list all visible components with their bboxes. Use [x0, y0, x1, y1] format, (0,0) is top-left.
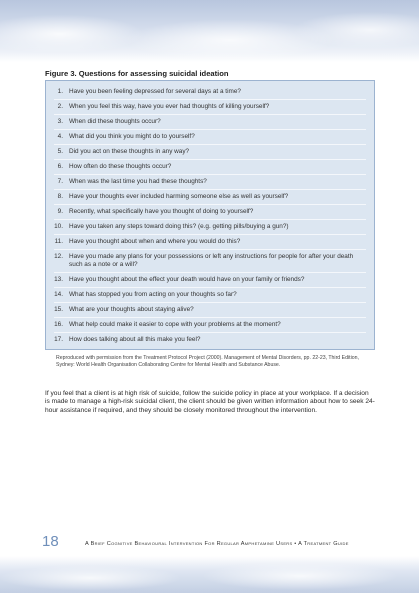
question-number: 3. [57, 118, 63, 125]
question-text: Have you been feeling depressed for several days at a time? [69, 88, 241, 95]
question-text: How does talking about all this make you feel? [69, 336, 201, 343]
question-divider [54, 219, 366, 220]
question-text: What did you think you might do to yourself? [69, 133, 195, 140]
questions-box [45, 80, 375, 350]
question-number: 11. [54, 238, 63, 245]
question-number: 4. [57, 133, 63, 140]
question-number: 2. [57, 103, 63, 110]
question-divider [54, 272, 366, 273]
question-divider [54, 144, 366, 145]
question-divider [54, 99, 366, 100]
question-divider [54, 234, 366, 235]
question-number: 6. [57, 163, 63, 170]
figure-credit: Reproduced with permission from the Treatment Protocol Project (2000). Management of Mental Disorders, pp. 22-23, Third Edition, Sydney: World Health Organisation Collaborating Centre for Mental Health and Substance Abuse. [56, 355, 359, 368]
question-divider [54, 332, 366, 333]
question-text: Have you taken any steps toward doing this? (e.g. getting pills/buying a gun?) [69, 223, 289, 230]
question-number: 10. [54, 223, 63, 230]
question-text: Did you act on these thoughts in any way? [69, 148, 190, 155]
question-text: Have you thought about the effect your death would have on your family or friends? [69, 276, 305, 283]
question-text: What help could make it easier to cope with your problems at the moment? [69, 321, 281, 328]
question-text: Have you thought about when and where you would do this? [69, 238, 241, 245]
page-number: 18 [42, 533, 59, 550]
question-number: 7. [57, 178, 63, 185]
question-divider [54, 249, 366, 250]
footer-title: A Brief Cognitive Behavioural Intervention For Regular Amphetamine Users • A Treatment Guide [85, 541, 349, 547]
question-text: Have you made any plans for your possessions or left any instructions for people for after your death such as a note or a will? [69, 253, 354, 268]
question-divider [54, 189, 366, 190]
question-divider [54, 317, 366, 318]
question-text: Recently, what specifically have you thought of doing to yourself? [69, 208, 254, 215]
question-number: 13. [54, 276, 63, 283]
question-number: 15. [54, 306, 63, 313]
question-number: 14. [54, 291, 63, 298]
question-number: 8. [57, 193, 63, 200]
figure-title: Figure 3. Questions for assessing suicidal ideation [45, 69, 229, 78]
question-divider [54, 129, 366, 130]
header-sky-banner [0, 0, 419, 62]
question-number: 9. [57, 208, 63, 215]
question-divider [54, 287, 366, 288]
question-text: When you feel this way, have you ever had thoughts of killing yourself? [69, 103, 270, 110]
question-divider [54, 204, 366, 205]
body-paragraph: If you feel that a client is at high risk of suicide, follow the suicide policy in place at your workplace. If a decision is made to manage a high-risk suicidal client, the client should be given written information about how to seek 24-hour assistance if required, and they should be closely monitored throughout the intervention. [45, 390, 375, 414]
question-text: What are your thoughts about staying alive? [69, 306, 194, 313]
footer-sky-banner [0, 556, 419, 593]
question-number: 17. [54, 336, 63, 343]
question-divider [54, 159, 366, 160]
question-number: 1. [57, 88, 63, 95]
question-number: 5. [57, 148, 63, 155]
question-divider [54, 302, 366, 303]
question-text: What has stopped you from acting on your thoughts so far? [69, 291, 237, 298]
question-divider [54, 114, 366, 115]
question-text: When did these thoughts occur? [69, 118, 161, 125]
question-text: When was the last time you had these thoughts? [69, 178, 207, 185]
question-number: 16. [54, 321, 63, 328]
question-number: 12. [54, 253, 63, 260]
question-text: Have your thoughts ever included harming someone else as well as yourself? [69, 193, 289, 200]
question-divider [54, 174, 366, 175]
question-text: How often do these thoughts occur? [69, 163, 172, 170]
